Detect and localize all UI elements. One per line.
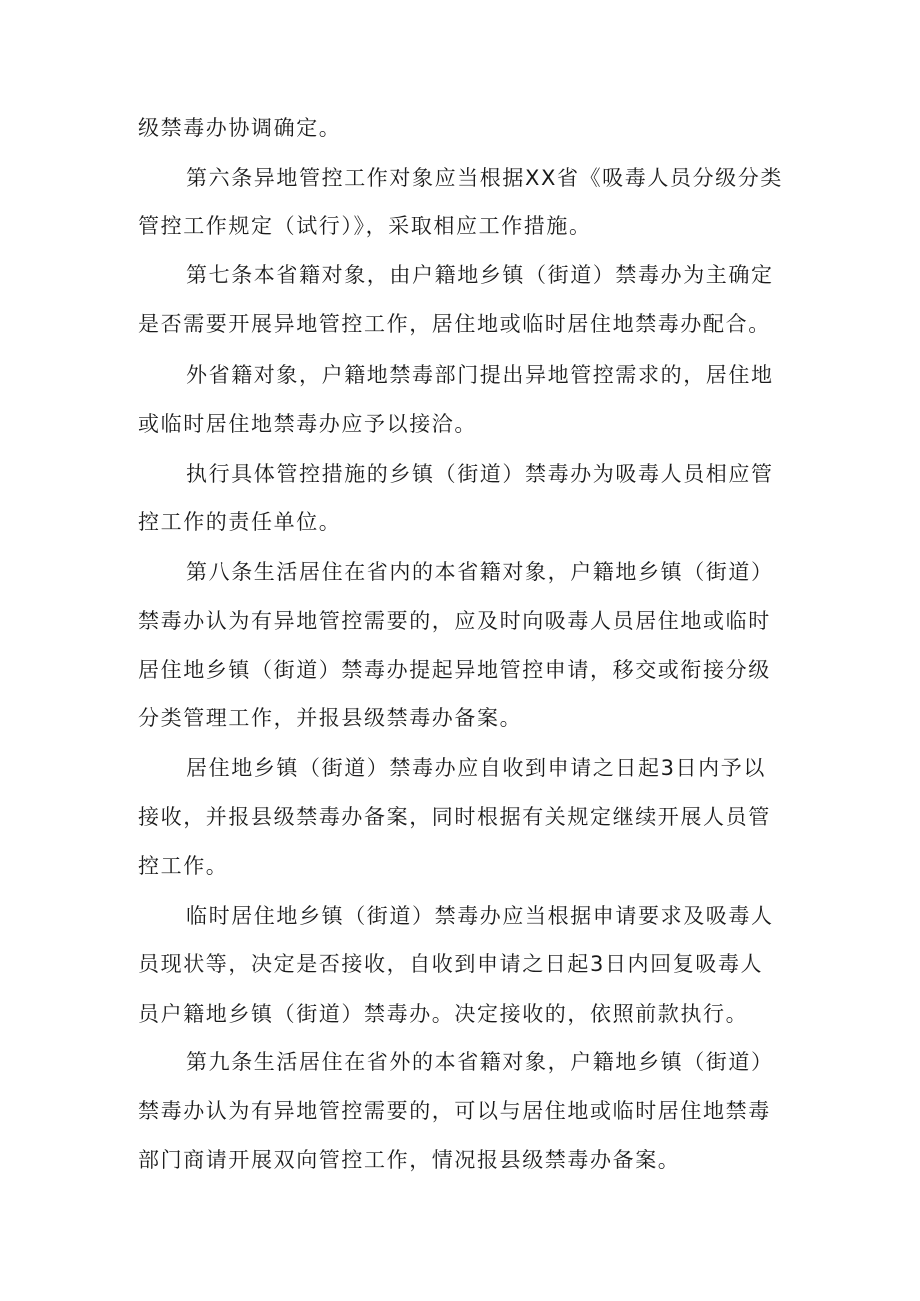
text-line: 禁毒办认为有异地管控需要的，应及时向吸毒人员居住地或临时 [138, 609, 771, 633]
text-line: 第九条生活居住在省外的本省籍对象，户籍地乡镇（街道） [186, 1050, 774, 1074]
text-line: 是否需要开展异地管控工作，居住地或临时居住地禁毒办配合。 [138, 312, 771, 336]
text-line: 第六条异地管控工作对象应当根据XX省《吸毒人员分级分类 [186, 166, 783, 190]
text-line: 分类管理工作，并报县级禁毒办备案。 [138, 706, 523, 730]
text-line: 第七条本省籍对象，由户籍地乡镇（街道）禁毒办为主确定 [186, 263, 774, 287]
text-line: 级禁毒办协调确定。 [138, 116, 342, 140]
text-line: 管控工作规定（试行）》，采取相应工作措施。 [138, 214, 592, 238]
text-line: 居住地乡镇（街道）禁毒办提起异地管控申请，移交或衔接分级 [138, 658, 771, 682]
text-line: 执行具体管控措施的乡镇（街道）禁毒办为吸毒人员相应管 [186, 462, 774, 486]
text-line: 临时居住地乡镇（街道）禁毒办应当根据申请要求及吸毒人 [186, 904, 774, 928]
text-line: 第八条生活居住在省内的本省籍对象，户籍地乡镇（街道） [186, 560, 774, 584]
text-line: 控工作的责任单位。 [138, 510, 342, 534]
text-line: 或临时居住地禁毒办应予以接洽。 [138, 412, 477, 436]
text-line: 员户籍地乡镇（街道）禁毒办。决定接收的，依照前款执行。 [138, 1002, 749, 1026]
text-line: 控工作。 [138, 854, 229, 878]
text-line: 接收，并报县级禁毒办备案，同时根据有关规定继续开展人员管 [138, 805, 771, 829]
text-line: 禁毒办认为有异地管控需要的，可以与居住地或临时居住地禁毒 [138, 1099, 771, 1123]
text-line: 外省籍对象，户籍地禁毒部门提出异地管控需求的，居住地 [186, 363, 774, 387]
text-line: 员现状等，决定是否接收，自收到申请之日起3日内回复吸毒人 [138, 952, 764, 976]
text-line: 部门商请开展双向管控工作，情况报县级禁毒办备案。 [138, 1148, 681, 1172]
text-line: 居住地乡镇（街道）禁毒办应自收到申请之日起3日内予以 [186, 756, 766, 780]
